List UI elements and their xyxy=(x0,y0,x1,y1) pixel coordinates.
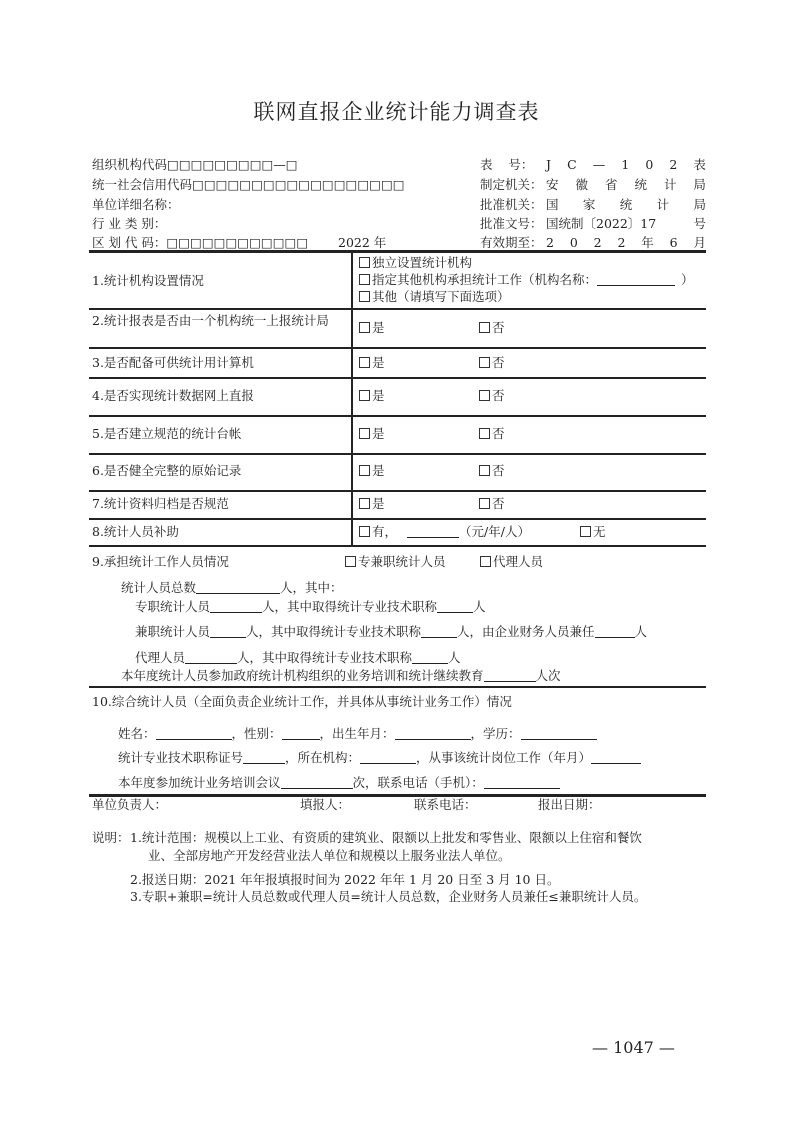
row-divider xyxy=(89,308,706,310)
unit-name-label: 单位详细名称： xyxy=(92,197,180,212)
row-divider xyxy=(89,518,706,520)
org-blank[interactable] xyxy=(360,750,416,764)
fulltime-blank[interactable] xyxy=(210,599,262,613)
checkbox[interactable] xyxy=(359,291,370,302)
page-title: 联网直报企业统计能力调查表 xyxy=(253,100,540,124)
header-meta-row xyxy=(480,155,706,175)
header-meta-char: 局 xyxy=(693,177,706,192)
education-blank[interactable] xyxy=(521,726,597,740)
header-meta-key: 表 号： xyxy=(480,157,534,172)
question-5: 5.是否建立规范的统计台帐 xyxy=(92,426,242,441)
option-no[interactable]: 否 xyxy=(479,388,505,404)
region-code-boxes[interactable]: □□□□□□□□□□□□ xyxy=(166,235,309,250)
org-code-row xyxy=(92,155,298,175)
industry-label: 行 业 类 别： xyxy=(92,216,167,231)
question-1: 1.统计机构设置情况 xyxy=(92,273,204,288)
section-divider xyxy=(89,686,706,688)
option-no[interactable]: 否 xyxy=(479,355,505,371)
checkbox[interactable] xyxy=(359,526,370,537)
phone-label: 联系电话： xyxy=(414,797,477,812)
unit-head-label: 单位负责人： xyxy=(92,797,168,812)
meeting-row: 本年度参加统计业务培训会议 次，联系电话（手机）： xyxy=(118,775,560,791)
checkbox[interactable] xyxy=(479,357,490,368)
header-meta-key: 制定机关： xyxy=(480,177,543,192)
option-designated[interactable]: 指定其他机构承担统计工作（机构名称： ） xyxy=(359,272,694,288)
header-meta-key: 有效期至： xyxy=(480,235,543,250)
header-meta-char: 计 xyxy=(656,197,670,212)
question-3: 3.是否配备可供统计用计算机 xyxy=(92,355,254,370)
header-meta-row xyxy=(480,175,706,195)
row-divider xyxy=(89,377,706,379)
row-divider xyxy=(89,545,706,547)
checkbox[interactable] xyxy=(580,526,591,537)
option-no[interactable]: 无 xyxy=(580,524,606,540)
agent-blank[interactable] xyxy=(185,650,237,664)
header-meta-char: 省 xyxy=(604,177,618,192)
notes-label: 说明： xyxy=(92,830,130,845)
header-meta-char: 家 xyxy=(582,197,596,212)
option-yes[interactable]: 是 xyxy=(359,388,385,404)
checkbox[interactable] xyxy=(359,428,370,439)
checkbox[interactable] xyxy=(359,322,370,333)
org-name-blank[interactable] xyxy=(597,272,675,286)
row-divider xyxy=(89,490,706,492)
option-no[interactable]: 否 xyxy=(479,320,505,336)
note-3: 3.专职+兼职=统计人员总数或代理人员=统计人员总数，企业财务人员兼任≤兼职统计人员。 xyxy=(130,889,647,904)
checkbox[interactable] xyxy=(479,498,490,509)
signature-divider xyxy=(89,794,706,797)
option-no[interactable]: 否 xyxy=(479,496,505,512)
option-yes[interactable]: 是 xyxy=(359,463,385,479)
training-blank[interactable] xyxy=(484,668,536,682)
question-6: 6.是否健全完整的原始记录 xyxy=(92,463,242,478)
header-meta-char: 统 xyxy=(619,197,633,212)
org-code-label: 组织机构代码 xyxy=(92,157,168,172)
header-meta-char: C xyxy=(567,157,577,172)
cert-blank[interactable] xyxy=(243,750,285,764)
checkbox[interactable] xyxy=(345,556,356,567)
gender-blank[interactable] xyxy=(282,726,320,740)
checkbox[interactable] xyxy=(479,465,490,476)
header-meta-char: 6 xyxy=(669,235,678,250)
option-agent[interactable]: 代理人员 xyxy=(480,554,543,570)
finance-staff-blank[interactable] xyxy=(595,624,635,638)
option-no[interactable]: 否 xyxy=(479,463,505,479)
checkbox[interactable] xyxy=(359,257,370,268)
option-yes[interactable]: 有， （元/年/人） xyxy=(359,524,530,540)
region-code-label: 区 划 代 码： xyxy=(92,235,167,250)
staff-total-row: 统计人员总数 人，其中： xyxy=(121,580,343,595)
name-blank[interactable] xyxy=(156,726,232,740)
header-meta-value xyxy=(546,155,706,175)
row-divider xyxy=(89,415,706,417)
option-independent[interactable]: 独立设置统计机构 xyxy=(359,255,472,271)
option-yes[interactable]: 是 xyxy=(359,496,385,512)
header-meta-char: 年 xyxy=(641,235,654,250)
staff-total-blank[interactable] xyxy=(196,580,280,594)
checkbox[interactable] xyxy=(359,390,370,401)
header-meta-char: 国统制〔2022〕17 xyxy=(546,216,657,231)
org-code-boxes[interactable]: □□□□□□□□□—□ xyxy=(167,157,298,172)
page-number: — 1047 — xyxy=(592,1038,675,1057)
header-meta-char: 统 xyxy=(634,177,647,192)
checkbox[interactable] xyxy=(479,390,490,401)
row-divider xyxy=(89,453,706,455)
question-7: 7.统计资料归档是否规范 xyxy=(92,496,229,511)
header-meta-char: 安 xyxy=(546,177,559,192)
header-meta-char: 2 xyxy=(669,157,678,172)
header-meta-value xyxy=(546,175,706,195)
note-2: 2.报送日期：2021 年年报填报时间为 2022 年年 1 月 20 日至 3 月 10 日。 xyxy=(130,872,560,887)
header-meta-value xyxy=(546,214,706,234)
fulltime-title-blank[interactable] xyxy=(437,599,473,613)
header-meta-char: 月 xyxy=(693,235,706,250)
header-meta-char: 表 xyxy=(693,157,706,172)
option-yes[interactable]: 是 xyxy=(359,426,385,442)
checkbox[interactable] xyxy=(359,498,370,509)
meeting-blank[interactable] xyxy=(281,775,353,789)
header-meta-char: 局 xyxy=(693,197,706,212)
header-meta-key: 批准文号： xyxy=(480,216,543,231)
header-meta-char: 号 xyxy=(693,216,706,231)
header-meta-char: 0 xyxy=(645,157,654,172)
training-row: 本年度统计人员参加政府统计机构组织的业务培训和统计继续教育 人次 xyxy=(121,668,561,683)
header-meta-char: J xyxy=(546,157,552,172)
option-yes[interactable]: 是 xyxy=(359,355,385,371)
birth-blank[interactable] xyxy=(395,726,471,740)
header-meta-char: — xyxy=(592,157,606,172)
fulltime-row: 专职统计人员 人，其中取得统计专业技术职称 人 xyxy=(135,599,486,614)
header-meta-char: 2 xyxy=(546,235,554,250)
checkbox[interactable] xyxy=(479,322,490,333)
cert-row: 统计专业技术职称证号 ，所在机构： ，从事该统计岗位工作（年月） xyxy=(118,750,641,766)
report-year: 2022 年 xyxy=(338,235,387,250)
header-meta-char: 0 xyxy=(569,235,578,250)
agent-row: 代理人员 人，其中取得统计专业技术职称 人 xyxy=(135,650,461,665)
credit-code-boxes[interactable]: □□□□□□□□□□□□□□□□□□ xyxy=(192,177,405,192)
header-meta-key: 批准机关： xyxy=(480,197,543,212)
column-divider xyxy=(351,251,353,545)
header-meta-char: 2 xyxy=(593,235,602,250)
credit-code-label: 统一社会信用代码 xyxy=(92,177,193,192)
note-1a: 1.统计范围：规模以上工业、有资质的建筑业、限额以上批发和零售业、限额以上住宿和餐饮 xyxy=(130,830,642,845)
checkbox[interactable] xyxy=(479,428,490,439)
note-1b: 业、全部房地产开发经营业法人单位和规模以上服务业法人单位。 xyxy=(148,848,511,863)
section-10-title: 10.综合统计人员（全面负责企业统计工作，并具体从事统计业务工作）情况 xyxy=(92,694,512,709)
subsidy-amount-blank[interactable] xyxy=(407,524,459,538)
option-yes[interactable]: 是 xyxy=(359,320,385,336)
report-date-label: 报出日期： xyxy=(538,797,601,812)
checkbox[interactable] xyxy=(359,274,370,285)
header-meta-value xyxy=(546,195,706,215)
option-fulltime-parttime[interactable]: 专兼职统计人员 xyxy=(345,554,446,570)
mobile-blank[interactable] xyxy=(484,775,560,789)
checkbox[interactable] xyxy=(480,556,491,567)
parttime-row: 兼职统计人员 人，其中取得统计专业技术职称 人，由企业财务人员兼任 人 xyxy=(135,624,648,639)
header-meta-char: 2 xyxy=(617,235,626,250)
subsidy-unit: （元/年/人） xyxy=(459,524,530,539)
header-meta-char: 国 xyxy=(546,197,559,212)
credit-code-row xyxy=(92,175,405,195)
row-divider xyxy=(89,347,706,349)
header-meta-char: 1 xyxy=(621,157,630,172)
header-meta-char: 徽 xyxy=(575,177,588,192)
checkbox[interactable] xyxy=(359,465,370,476)
table-top-border xyxy=(89,250,706,253)
years-blank[interactable] xyxy=(591,750,641,764)
header-meta-row xyxy=(480,195,706,215)
option-no[interactable]: 否 xyxy=(479,426,505,442)
header-meta-char: 计 xyxy=(663,177,677,192)
question-2: 2.统计报表是否由一个机构统一上报统计局 xyxy=(92,313,329,328)
question-8: 8.统计人员补助 xyxy=(92,524,179,539)
header-meta-row xyxy=(480,214,706,234)
agent-title-blank[interactable] xyxy=(412,650,448,664)
parttime-title-blank[interactable] xyxy=(421,624,457,638)
checkbox[interactable] xyxy=(359,357,370,368)
question-4: 4.是否实现统计数据网上直报 xyxy=(92,388,254,403)
filler-label: 填报人： xyxy=(300,797,351,812)
option-other[interactable]: 其他（请填写下面选项） xyxy=(359,289,510,305)
personal-info-row: 姓名： ，性别： ，出生年月： ，学历： xyxy=(118,726,597,742)
section-9-title: 9.承担统计工作人员情况 xyxy=(92,554,229,569)
parttime-blank[interactable] xyxy=(210,624,246,638)
